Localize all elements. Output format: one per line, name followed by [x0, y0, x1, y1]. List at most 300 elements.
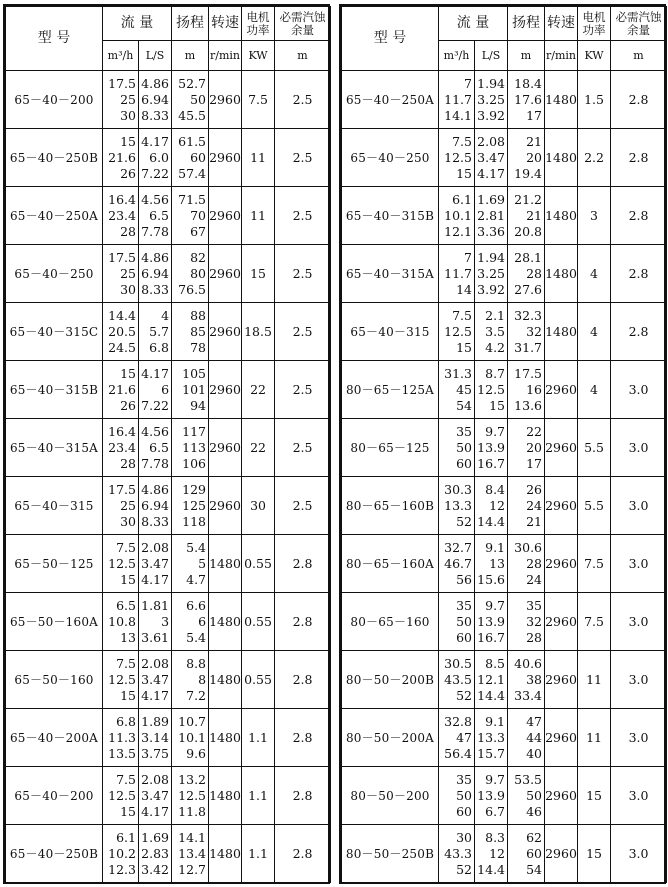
flow-m3h-cell	[439, 825, 475, 883]
flow-ls-cell	[139, 187, 172, 245]
flow-m3h-cell-value: 7.5	[452, 307, 472, 323]
flow-m3h-cell	[103, 187, 139, 245]
flow-m3h-cell-value: 46.7	[444, 555, 472, 571]
header-model: 型 号	[6, 7, 103, 71]
flow-ls-cell-value: 3.75	[141, 745, 170, 761]
flow-ls-cell	[475, 593, 508, 651]
flow-m3h-cell-value: 60	[456, 803, 472, 819]
flow-m3h-cell-value: 7.5	[116, 655, 136, 671]
flow-m3h-cell-value: 60	[456, 455, 472, 471]
table-row	[342, 129, 667, 187]
flow-m3h-cell-value: 14.1	[444, 107, 472, 123]
flow-ls-cell	[139, 825, 172, 883]
head-cell-value: 28	[526, 629, 543, 645]
unit-npsh: m	[611, 41, 667, 71]
head-cell-value: 28	[526, 555, 543, 571]
flow-m3h-cell-value: 50	[456, 439, 472, 455]
power-cell: 15	[242, 245, 275, 303]
table-body-left	[6, 71, 331, 883]
speed-cell: 1480	[209, 825, 242, 883]
head-cell	[172, 535, 209, 593]
head-cell-value: 19.4	[514, 165, 543, 181]
table-row	[342, 419, 667, 477]
speed-cell: 1480	[209, 651, 242, 709]
model-cell: 80－50－200A	[342, 709, 439, 767]
flow-ls-cell-value: 6.5	[149, 207, 170, 223]
flow-ls-cell-value: 13.9	[477, 787, 506, 803]
head-cell-value: 38	[526, 671, 543, 687]
speed-cell: 2960	[209, 245, 242, 303]
flow-ls-cell-value: 12	[489, 497, 506, 513]
flow-m3h-cell-value: 32.7	[444, 539, 472, 555]
npsh-cell: 3.0	[611, 535, 667, 593]
flow-m3h-cell-value: 17.5	[108, 249, 136, 265]
head-cell	[172, 71, 209, 129]
flow-m3h-cell-value: 25	[120, 91, 136, 107]
flow-m3h-cell-value: 11.7	[444, 91, 472, 107]
flow-m3h-cell-value: 56.4	[444, 745, 472, 761]
table-row	[342, 245, 667, 303]
flow-ls-cell-value: 14.4	[477, 687, 506, 703]
head-cell-value: 10.7	[178, 713, 207, 729]
flow-m3h-cell-value: 7.5	[116, 539, 136, 555]
flow-ls-cell-value: 3.47	[477, 149, 506, 165]
flow-ls-cell-value: 2.08	[141, 771, 170, 787]
flow-m3h-cell-value: 23.4	[108, 207, 136, 223]
model-cell: 65－40－315C	[6, 303, 103, 361]
flow-m3h-cell	[439, 535, 475, 593]
flow-m3h-cell-value: 16.4	[108, 423, 136, 439]
flow-ls-cell	[475, 477, 508, 535]
speed-cell: 2960	[545, 825, 578, 883]
model-cell: 80－65－125A	[342, 361, 439, 419]
flow-m3h-cell	[103, 535, 139, 593]
flow-ls-cell-value: 4.17	[141, 803, 170, 819]
flow-m3h-cell-value: 30	[120, 107, 136, 123]
flow-ls-cell-value: 6.94	[141, 265, 170, 281]
flow-m3h-cell	[103, 419, 139, 477]
flow-ls-cell-value: 3.5	[485, 323, 506, 339]
flow-ls-cell	[139, 245, 172, 303]
speed-cell: 2960	[209, 187, 242, 245]
model-cell: 80－50－200B	[342, 651, 439, 709]
flow-ls-cell-value: 6.8	[149, 339, 170, 355]
flow-m3h-cell	[103, 767, 139, 825]
flow-m3h-cell	[103, 651, 139, 709]
npsh-cell: 2.8	[611, 187, 667, 245]
table-row	[342, 477, 667, 535]
head-cell-value: 13.4	[178, 845, 207, 861]
npsh-cell: 2.5	[275, 477, 331, 535]
npsh-cell: 3.0	[611, 825, 667, 883]
flow-m3h-cell	[103, 303, 139, 361]
head-cell-value: 106	[182, 455, 207, 471]
power-cell: 30	[242, 477, 275, 535]
flow-ls-cell-value: 4.56	[141, 423, 170, 439]
flow-m3h-cell-value: 30.3	[444, 481, 472, 497]
flow-m3h-cell-value: 14	[456, 281, 472, 297]
head-cell-value: 5.4	[186, 629, 207, 645]
head-cell-value: 32.3	[514, 307, 543, 323]
power-cell: 11	[578, 709, 611, 767]
flow-m3h-cell-value: 16.4	[108, 191, 136, 207]
head-cell-value: 20	[526, 149, 543, 165]
flow-m3h-cell	[439, 187, 475, 245]
speed-cell: 2960	[209, 477, 242, 535]
flow-m3h-cell-value: 31.3	[444, 365, 472, 381]
flow-m3h-cell	[439, 709, 475, 767]
head-cell-value: 47	[526, 713, 543, 729]
head-cell-value: 17	[526, 455, 543, 471]
flow-m3h-cell-value: 7.5	[452, 133, 472, 149]
table-row	[342, 303, 667, 361]
model-cell: 80－50－200	[342, 767, 439, 825]
flow-ls-cell-value: 5.7	[149, 323, 170, 339]
model-cell: 65－40－315	[6, 477, 103, 535]
flow-m3h-cell	[103, 825, 139, 883]
flow-ls-cell	[475, 709, 508, 767]
model-cell: 65－40－200	[6, 71, 103, 129]
npsh-cell: 2.5	[275, 361, 331, 419]
speed-cell: 2960	[545, 651, 578, 709]
head-cell	[172, 303, 209, 361]
head-cell-value: 85	[190, 323, 207, 339]
power-cell: 11	[578, 651, 611, 709]
flow-ls-cell	[139, 535, 172, 593]
flow-ls-cell	[139, 477, 172, 535]
flow-m3h-cell	[439, 245, 475, 303]
flow-ls-cell	[475, 303, 508, 361]
header-flow: 流 量	[439, 7, 508, 41]
unit-flow-ls: L/S	[139, 41, 172, 71]
table-row	[6, 767, 331, 825]
flow-ls-cell-value: 3.92	[477, 107, 506, 123]
flow-ls-cell	[139, 303, 172, 361]
flow-m3h-cell	[439, 651, 475, 709]
model-cell: 80－65－160B	[342, 477, 439, 535]
flow-ls-cell	[139, 71, 172, 129]
npsh-cell: 3.0	[611, 651, 667, 709]
head-cell-value: 12.7	[178, 861, 207, 877]
flow-ls-cell-value: 3.25	[477, 91, 506, 107]
head-cell-value: 8	[198, 671, 207, 687]
power-cell: 1.1	[242, 709, 275, 767]
model-cell: 65－40－315	[342, 303, 439, 361]
flow-ls-cell-value: 6	[161, 381, 170, 397]
head-cell-value: 30.6	[514, 539, 543, 555]
flow-ls-cell	[139, 593, 172, 651]
head-cell	[172, 593, 209, 651]
speed-cell: 1480	[209, 535, 242, 593]
flow-m3h-cell-value: 30	[120, 281, 136, 297]
head-cell-value: 27.6	[514, 281, 543, 297]
head-cell-value: 52.7	[178, 75, 207, 91]
flow-m3h-cell-value: 10.1	[444, 207, 472, 223]
flow-m3h-cell-value: 12.3	[108, 861, 136, 877]
head-cell	[172, 187, 209, 245]
model-cell: 65－40－315A	[6, 419, 103, 477]
head-cell	[508, 593, 545, 651]
power-cell: 0.55	[242, 651, 275, 709]
head-cell-value: 14.1	[178, 829, 207, 845]
flow-ls-cell-value: 8.5	[485, 655, 506, 671]
head-cell-value: 78	[190, 339, 207, 355]
speed-cell: 2960	[545, 419, 578, 477]
head-cell-value: 62	[526, 829, 543, 845]
speed-cell: 2960	[545, 477, 578, 535]
speed-cell: 1480	[545, 187, 578, 245]
flow-m3h-cell-value: 7.5	[116, 771, 136, 787]
head-cell-value: 35	[526, 597, 543, 613]
speed-cell: 1480	[545, 71, 578, 129]
head-cell	[508, 129, 545, 187]
speed-cell: 2960	[209, 129, 242, 187]
unit-power: KW	[578, 41, 611, 71]
flow-m3h-cell-value: 26	[120, 397, 136, 413]
model-cell: 80－65－160	[342, 593, 439, 651]
unit-flow-m3h: m³/h	[103, 41, 139, 71]
flow-ls-cell-value: 12.1	[477, 671, 506, 687]
head-cell-value: 4.7	[186, 571, 207, 587]
table-row	[6, 535, 331, 593]
model-cell: 65－40－250B	[6, 129, 103, 187]
flow-ls-cell-value: 9.1	[485, 713, 506, 729]
flow-ls-cell-value: 2.08	[477, 133, 506, 149]
flow-ls-cell-value: 4.17	[477, 165, 506, 181]
head-cell-value: 9.6	[186, 745, 207, 761]
flow-m3h-cell-value: 60	[456, 629, 472, 645]
head-cell	[172, 709, 209, 767]
flow-ls-cell-value: 15.6	[477, 571, 506, 587]
flow-m3h-cell-value: 7	[464, 249, 472, 265]
power-cell: 5.5	[578, 419, 611, 477]
head-cell-value: 129	[182, 481, 207, 497]
flow-m3h-cell-value: 12.5	[444, 323, 472, 339]
flow-ls-cell-value: 14.4	[477, 513, 506, 529]
model-cell: 65－40－200A	[6, 709, 103, 767]
flow-ls-cell-value: 13.9	[477, 613, 506, 629]
head-cell-value: 17.6	[514, 91, 543, 107]
flow-ls-cell-value: 8.7	[485, 365, 506, 381]
npsh-cell: 3.0	[611, 419, 667, 477]
header-head: 扬程	[508, 7, 545, 41]
flow-ls-cell-value: 6.5	[149, 439, 170, 455]
npsh-cell: 2.8	[611, 245, 667, 303]
head-cell-value: 40.6	[514, 655, 543, 671]
flow-m3h-cell	[439, 361, 475, 419]
flow-m3h-cell	[439, 419, 475, 477]
head-cell	[172, 477, 209, 535]
npsh-cell: 2.5	[275, 303, 331, 361]
power-cell: 7.5	[578, 593, 611, 651]
flow-m3h-cell	[439, 593, 475, 651]
flow-m3h-cell	[103, 477, 139, 535]
flow-ls-cell-value: 2.1	[485, 307, 506, 323]
head-cell-value: 40	[526, 745, 543, 761]
flow-m3h-cell-value: 10.2	[108, 845, 136, 861]
flow-ls-cell-value: 9.7	[485, 771, 506, 787]
flow-m3h-cell-value: 11.3	[108, 729, 136, 745]
flow-m3h-cell-value: 24.5	[108, 339, 136, 355]
flow-m3h-cell-value: 30	[120, 513, 136, 529]
flow-ls-cell-value: 3.47	[141, 555, 170, 571]
head-cell-value: 24	[526, 497, 543, 513]
table-row	[342, 593, 667, 651]
flow-m3h-cell-value: 15	[456, 339, 472, 355]
head-cell-value: 46	[526, 803, 543, 819]
head-cell	[172, 767, 209, 825]
head-cell-value: 6.6	[186, 597, 207, 613]
flow-ls-cell-value: 7.78	[141, 455, 170, 471]
head-cell-value: 44	[526, 729, 543, 745]
head-cell-value: 45.5	[178, 107, 207, 123]
flow-ls-cell-value: 16.7	[477, 455, 506, 471]
flow-m3h-cell-value: 13	[120, 629, 136, 645]
flow-m3h-cell	[103, 245, 139, 303]
flow-m3h-cell-value: 17.5	[108, 481, 136, 497]
head-cell-value: 118	[182, 513, 207, 529]
head-cell-value: 88	[190, 307, 207, 323]
pump-spec-table-right	[339, 4, 666, 884]
flow-ls-cell	[475, 361, 508, 419]
flow-ls-cell-value: 13.3	[477, 729, 506, 745]
head-cell	[508, 825, 545, 883]
npsh-cell: 2.8	[275, 593, 331, 651]
npsh-cell: 2.8	[611, 129, 667, 187]
table-row	[6, 361, 331, 419]
table-row	[6, 303, 331, 361]
model-cell: 65－50－160A	[6, 593, 103, 651]
head-cell-value: 105	[182, 365, 207, 381]
model-cell: 65－40－250	[6, 245, 103, 303]
flow-ls-cell-value: 3.42	[141, 861, 170, 877]
model-cell: 65－50－125	[6, 535, 103, 593]
head-cell	[508, 419, 545, 477]
npsh-cell: 2.5	[275, 71, 331, 129]
flow-m3h-cell-value: 50	[456, 787, 472, 803]
speed-cell: 2960	[545, 593, 578, 651]
table-row	[342, 535, 667, 593]
flow-m3h-cell-value: 6.1	[116, 829, 136, 845]
flow-m3h-cell-value: 47	[456, 729, 472, 745]
power-cell: 22	[242, 419, 275, 477]
flow-ls-cell-value: 4.86	[141, 249, 170, 265]
power-cell: 4	[578, 361, 611, 419]
flow-ls-cell-value: 9.7	[485, 423, 506, 439]
head-cell	[172, 129, 209, 187]
head-cell-value: 5	[198, 555, 207, 571]
model-cell: 80－50－250B	[342, 825, 439, 883]
power-cell: 1.1	[242, 825, 275, 883]
head-cell-value: 71.5	[178, 191, 207, 207]
model-cell: 65－40－200	[6, 767, 103, 825]
model-cell: 65－40－250A	[6, 187, 103, 245]
head-cell	[172, 361, 209, 419]
power-cell: 3	[578, 187, 611, 245]
power-cell: 15	[578, 825, 611, 883]
flow-m3h-cell	[439, 767, 475, 825]
flow-ls-cell-value: 1.94	[477, 249, 506, 265]
head-cell-value: 101	[182, 381, 207, 397]
npsh-cell: 2.8	[275, 709, 331, 767]
unit-speed: r/min	[209, 41, 242, 71]
flow-m3h-cell-value: 12.5	[108, 787, 136, 803]
power-cell: 22	[242, 361, 275, 419]
flow-m3h-cell-value: 13.5	[108, 745, 136, 761]
flow-m3h-cell-value: 15	[120, 365, 136, 381]
head-cell-value: 12.5	[178, 787, 207, 803]
flow-m3h-cell	[439, 71, 475, 129]
head-cell-value: 57.4	[178, 165, 207, 181]
flow-m3h-cell-value: 15	[120, 803, 136, 819]
speed-cell: 2960	[209, 71, 242, 129]
flow-m3h-cell	[103, 129, 139, 187]
flow-m3h-cell-value: 14.4	[108, 307, 136, 323]
flow-ls-cell-value: 4.86	[141, 481, 170, 497]
table-row	[342, 825, 667, 883]
flow-ls-cell-value: 13.9	[477, 439, 506, 455]
model-cell: 65－40－250	[342, 129, 439, 187]
head-cell-value: 17.5	[514, 365, 543, 381]
flow-m3h-cell-value: 15	[456, 165, 472, 181]
flow-ls-cell	[139, 651, 172, 709]
flow-ls-cell-value: 4.56	[141, 191, 170, 207]
flow-ls-cell	[475, 71, 508, 129]
table-row	[6, 71, 331, 129]
header-npsh: 必需汽蚀余量	[611, 7, 667, 41]
flow-ls-cell-value: 3.25	[477, 265, 506, 281]
head-cell	[508, 709, 545, 767]
flow-m3h-cell-value: 21.6	[108, 381, 136, 397]
header-npsh: 必需汽蚀余量	[275, 7, 331, 41]
flow-m3h-cell-value: 23.4	[108, 439, 136, 455]
flow-ls-cell-value: 3.47	[141, 671, 170, 687]
flow-ls-cell-value: 4.17	[141, 571, 170, 587]
head-cell-value: 70	[190, 207, 207, 223]
flow-m3h-cell-value: 35	[456, 423, 472, 439]
head-cell-value: 61.5	[178, 133, 207, 149]
head-cell-value: 8.8	[186, 655, 207, 671]
head-cell-value: 82	[190, 249, 207, 265]
flow-ls-cell-value: 9.7	[485, 597, 506, 613]
head-cell-value: 11.8	[178, 803, 207, 819]
head-cell	[508, 245, 545, 303]
head-cell-value: 28.1	[514, 249, 543, 265]
head-cell-value: 13.2	[178, 771, 207, 787]
flow-ls-cell-value: 6.94	[141, 497, 170, 513]
head-cell-value: 6	[198, 613, 207, 629]
flow-m3h-cell-value: 56	[456, 571, 472, 587]
head-cell-value: 94	[190, 397, 207, 413]
flow-ls-cell	[475, 245, 508, 303]
flow-m3h-cell-value: 26	[120, 165, 136, 181]
head-cell-value: 24	[526, 571, 543, 587]
model-cell: 65－40－315B	[6, 361, 103, 419]
flow-ls-cell-value: 2.83	[141, 845, 170, 861]
flow-m3h-cell-value: 21.6	[108, 149, 136, 165]
head-cell-value: 50	[526, 787, 543, 803]
flow-m3h-cell-value: 7	[464, 75, 472, 91]
speed-cell: 2960	[545, 709, 578, 767]
head-cell	[172, 825, 209, 883]
model-cell: 65－40－250B	[6, 825, 103, 883]
unit-flow-ls: L/S	[475, 41, 508, 71]
head-cell	[172, 651, 209, 709]
head-cell-value: 53.5	[514, 771, 543, 787]
head-cell-value: 33.4	[514, 687, 543, 703]
head-cell-value: 21	[526, 133, 543, 149]
flow-ls-cell-value: 6.94	[141, 91, 170, 107]
